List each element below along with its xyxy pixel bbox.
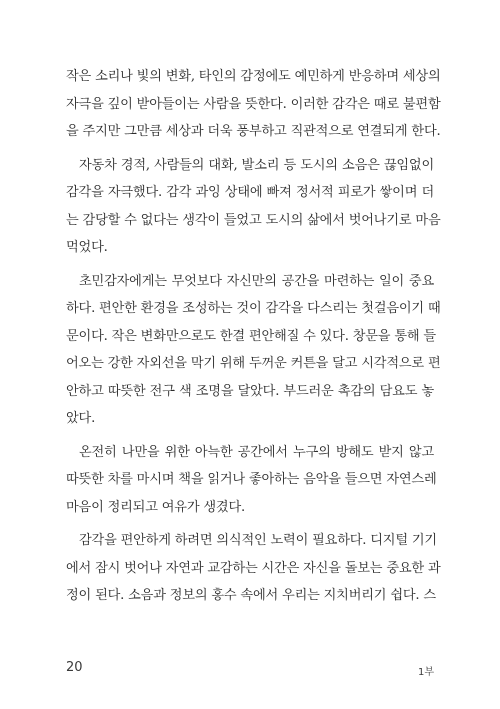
text-line: 어오는 강한 자외선을 막기 위해 두꺼운 커튼을 달고 시각적으로 편 <box>66 356 441 371</box>
page-number: 20 <box>66 660 83 675</box>
text-line: 마음이 정리되고 여유가 생겼다. <box>66 499 245 515</box>
text-line: 자동차 경적, 사람들의 대화, 발소리 등 도시의 소음은 끊임없이 <box>79 157 434 173</box>
text-line: 하다. 편안한 환경을 조성하는 것이 감각을 다스리는 첫걸음이기 때 <box>66 301 441 316</box>
paragraph <box>66 63 441 146</box>
paragraph <box>66 268 441 433</box>
text-line: 는 감당할 수 없다는 생각이 들었고 도시의 삶에서 벗어나기로 마음 <box>66 212 441 228</box>
paragraph <box>66 527 441 610</box>
text-line: 따뜻한 차를 마시며 책을 읽거나 좋아하는 음악을 들으면 자연스레 <box>66 472 437 487</box>
body-text <box>66 63 441 616</box>
paragraph <box>66 439 437 522</box>
paragraph <box>66 152 441 262</box>
running-section-label: 1부 <box>417 667 434 678</box>
text-line: 에서 잠시 벗어나 자연과 교감하는 시간은 자신을 돌보는 중요한 과 <box>66 560 441 576</box>
text-line: 감각을 자극했다. 감각 과잉 상태에 빠져 정서적 피로가 쌓이며 더 <box>66 185 434 200</box>
text-line: 았다. <box>66 411 96 426</box>
text-line: 감각을 편안하게 하려면 의식적인 노력이 필요하다. 디지털 기기 <box>79 533 437 548</box>
text-line: 을 주지만 그만큼 세상과 더욱 풍부하고 직관적으로 연결되게 한다. <box>66 124 441 139</box>
text-line: 작은 소리나 빛의 변화, 타인의 감정에도 예민하게 반응하며 세상의 <box>66 69 441 84</box>
text-line: 초민감자에게는 무엇보다 자신만의 공간을 마련하는 일이 중요 <box>79 273 434 289</box>
text-line: 먹었다. <box>66 240 108 255</box>
text-line: 자극을 깊이 받아들이는 사람을 뜻한다. 이러한 감각은 때로 불편함 <box>66 96 441 112</box>
text-line: 정이 된다. 소음과 정보의 홍수 속에서 우리는 지치버리기 쉽다. 스 <box>66 588 436 603</box>
text-line: 문이다. 작은 변화만으로도 한결 편안해질 수 있다. 창문을 통해 들 <box>66 328 436 344</box>
text-line: 온전히 나만을 위한 아늑한 공간에서 누구의 방해도 받지 않고 <box>79 444 434 460</box>
text-line: 안하고 따뜻한 전구 색 조명을 달았다. 부드러운 촉감의 담요도 놓 <box>66 383 434 399</box>
